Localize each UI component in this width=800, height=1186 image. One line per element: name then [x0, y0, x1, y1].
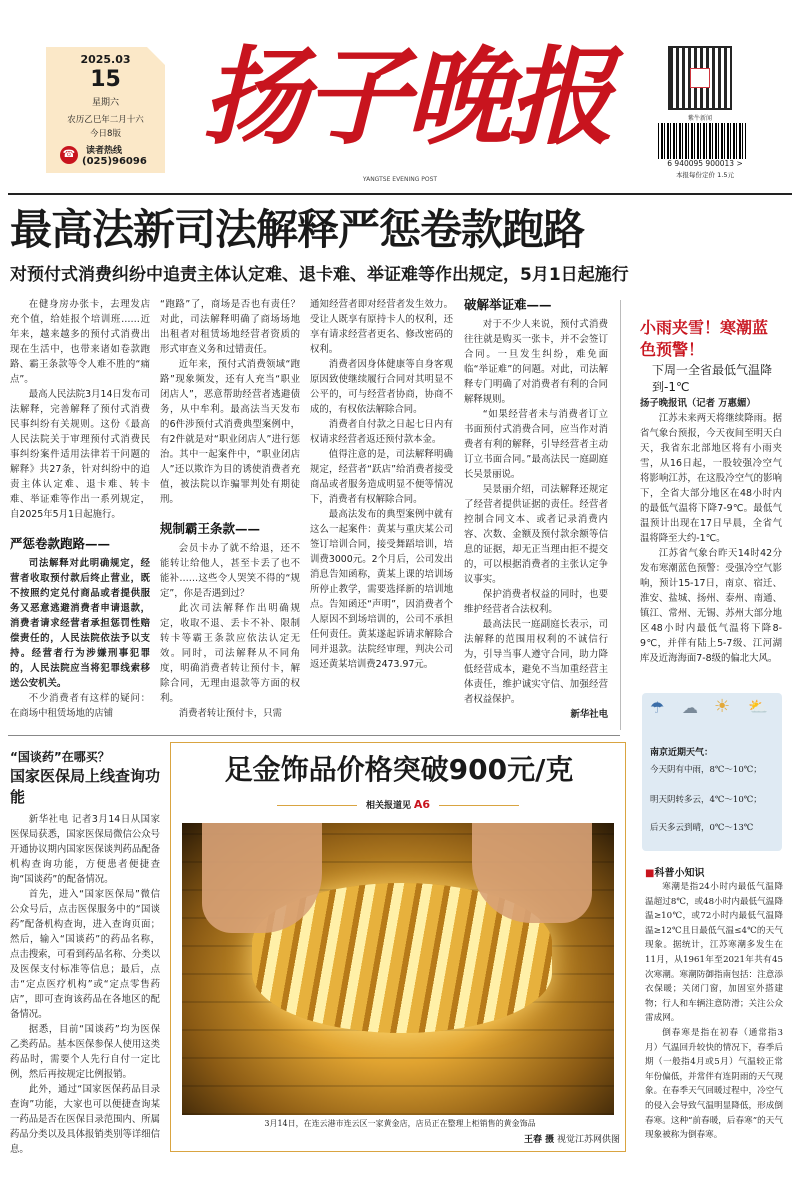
photo-credit — [440, 1132, 620, 1145]
masthead-title: 扬子晚报 — [202, 34, 610, 159]
sun-icon: ☀ — [714, 696, 731, 717]
forecast-title: 南京近期天气： — [650, 748, 714, 758]
masthead-rule — [8, 193, 792, 195]
credit-source: 视觉江苏网供图 — [556, 1135, 620, 1145]
lead-deck: 对预付式消费纠纷中追责主体认定难、退卡难、举证难等作出规定，5月1日起施行 — [10, 265, 629, 285]
price: 本报每份定价 1.5元 — [676, 171, 734, 179]
weather-deck: 下周一全省最低气温降到-1℃ — [652, 363, 773, 394]
date-weekday: 星期六 — [91, 98, 119, 108]
lead-source: 新华社电 — [570, 709, 608, 720]
paragraph: 对于不少人来说，预付式消费往往就是购买一张卡，并不会签订合同。一旦发生纠纷，难免面临“举证难”的问题。对此，司法解释专门明确了对消费者有利的合同解释规则。 — [464, 319, 608, 405]
paragraph: 江苏未来两天将继续降雨。据省气象台预报，今天夜间至明天白天，我省东北部地区将有小雨夹雪，从16日起，一股较强冷空气将影响江苏，在这股冷空气的影响下，全省大部分地区在48小时内的最低气温将下降7-9℃。最低气温预计出现在17日早晨，全省气温将降至大约-1℃。 — [640, 413, 782, 544]
paragraph: “跑路”了，商场是否也有责任？对此，司法解释明确了商场场地出租者对租赁场地经营者资质的形式审查义务和过错责任。 — [160, 299, 300, 355]
paragraph: 据悉，目前“国谈药”均为医保乙类药品。基本医保参保人使用这类药品时，需要个人先行自付一定比例，然后再按规定比例报销。 — [10, 1024, 160, 1080]
section-rule — [8, 735, 620, 736]
bullet-icon: ■ — [645, 868, 655, 879]
date-year-month: 2025.03 — [80, 53, 131, 66]
paragraph: “如果经营者未与消费者订立书面预付式消费合同，应当作对消费者有利的解释，引导经营者主动订立书面合同。”最高法民一庭副庭长吴景丽说。 — [464, 409, 608, 480]
subheading: 严惩卷款跑路—— — [10, 536, 111, 551]
paragraph: 此次司法解释作出明确规定，收取不退、丢卡不补、限制转卡等霸王条款应依法认定无效。同时，司法解释从不同角度，明确消费者转让预付卡，解除合同，无理由退款等方面的权利。 — [160, 603, 300, 704]
paragraph: 首先，进入“国家医保局”微信公众号后，点击医保服务中的“国谈药”配备机构查询，进入查询页面；然后，输入“国谈药”的药品名称，点击搜索，可看到药品名称、分类以及医保支付标准等信息；最后，点击“定点医疗机构”或“定点零售药店”，即可查询该药品在各地区的配备情况。 — [10, 889, 160, 1020]
photo-caption: 3月14日，在连云港市连云区一家黄金店，店员正在整理上柜销售的黄金饰品 — [264, 1119, 536, 1128]
lead-column-4 — [464, 297, 608, 729]
science-title-text: 科普小知识 — [654, 868, 705, 879]
lead-headline: 最高法新司法解释严惩卷款跑路 — [10, 205, 585, 254]
weather-byline: 扬子晚报讯（记者 万惠媚） — [640, 398, 756, 409]
related-page[interactable]: A6 — [413, 798, 431, 811]
side-body — [10, 812, 160, 1177]
lead-column-1 — [10, 297, 150, 729]
paragraph: 通知经营者即对经营者发生效力。受让人既享有原持卡人的权利，还享有请求经营者更名、修改密码的权利。 — [310, 299, 453, 355]
date-box — [46, 47, 165, 173]
credit-photographer: 王春 摄 — [523, 1135, 555, 1145]
paragraph: 江苏省气象台昨天14时42分发布寒潮蓝色预警：受强冷空气影响，预计15-17日，南京、宿迁、淮安、盐城、扬州、泰州、南通、镇江、常州、无锡、苏州大部分地区48小时内最低气温将下降8-9℃，并伴有陆上5-7级、江河湖库及近海海面7-8级的偏北大风。 — [640, 548, 782, 664]
paragraph: 不少消费者有这样的疑问：在商场中租赁场地的店铺 — [10, 693, 150, 719]
science-body — [645, 880, 783, 1176]
masthead-subtitle: YANGTSE EVENING POST — [362, 176, 438, 183]
related-reference — [170, 798, 626, 811]
paragraph: 倒春寒是指在初春（通常指3月）气温回升较快的情况下，春季后期（一般指4月或5月）气温较正常年份偏低，并常伴有连阴雨的天气现象。在春季天气回暖过程中，冷空气的侵入会导致气温明显降低，形成倒春寒。这种“前春暖，后春寒”的天气现象被称为倒春寒。 — [645, 1027, 783, 1141]
gold-headline: 足金饰品价格突破900元/克 — [224, 753, 574, 786]
paragraph: 近年来，预付式消费领域“跑路”现象频发，还有人充当“职业闭店人”，恶意帮助经营者逃避债务，从中牟利。最高法当天发布的6件涉预付式消费典型案例中，有2件就是对“职业闭店人”进行惩治。其中一起案件中，“职业闭店人”还以欺诈为目的诱使消费者充值，被法院以诈骗罪判处有期徒刑。 — [160, 359, 300, 505]
subheading: 规制霸王条款—— — [160, 521, 261, 536]
side-kicker: “国谈药”在哪买？ — [10, 750, 110, 764]
forecast-day-after: 后天多云到晴，0℃～13℃ — [650, 823, 754, 833]
paragraph: 寒潮是指24小时内最低气温降温超过8℃，或48小时内最低气温降温≥10℃，或72小时内最低气温降温≥12℃且日最低气温≤4℃的天气现象。据统计，江苏寒潮多发生在11月，从1961年至2021年共有45次寒潮。寒潮防御指南包括：注意添衣保暖；关闭门窗，加固室外搭建物；行人和车辆注意防滑；关注公众雷成网。 — [645, 882, 783, 1024]
science-title — [645, 864, 704, 879]
forecast-today: 今天阴有中雨，8℃～10℃； — [650, 765, 762, 775]
subheading: 破解举证难—— — [464, 297, 552, 312]
paragraph: 吴景丽介绍，司法解释还规定了经营者提供证据的责任。经营者控制合同文本、或者记录消费内容、次数、金额及预付款余额等信息的证据，却无正当理由拒不提交的，可以根据消费者的主张认定争议事实。 — [464, 484, 608, 585]
forecast-tomorrow: 明天阴转多云，4℃～10℃； — [650, 795, 762, 805]
paragraph: 消费者转让预付卡，只需 — [178, 708, 282, 719]
related-label: 相关报道见 — [365, 801, 411, 811]
paragraph: 保护消费者权益的同时，也要维护经营者合法权利。 — [464, 589, 608, 615]
lead-column-3 — [310, 297, 453, 729]
date-lunar: 农历乙巳年二月十六 — [67, 115, 144, 125]
gold-photo — [182, 823, 614, 1115]
lead-column-2 — [160, 297, 300, 729]
paragraph: 消费者自付款之日起七日内有权请求经营者返还预付款本金。 — [310, 419, 453, 445]
phone-icon: ☎ — [60, 146, 78, 164]
paragraph: 最高法发布的典型案例中就有这么一起案件：黄某与重庆某公司签订培训合同，接受舞蹈培训，培训费3000元。2个月后，公司发出消息告知函称，黄某上课的培训场所停止教学，需要选择新的培训地点。告知函还“声明”，因消费者个人原因不到场培训的，公司不承担任何责任。黄某遂起诉请求解除合同并退款。法院经审理，判决公司返还黄某培训费2473.97元。 — [310, 509, 453, 670]
paragraph: 最高人民法院3月14日发布司法解释，完善解释了预付式消费民事纠纷有关规则。这份《最高人民法院关于审理预付式消费民事纠纷案件适用法律若干问题的解释》共27条，针对纠纷中的追责主体认定难、退卡难、转卡难、举证难等作出一系列规定，自2025年5月1日起施行。 — [10, 389, 150, 520]
barcode — [658, 123, 746, 159]
barcode-number: 6 940095 900013 > — [667, 159, 743, 168]
column-divider — [620, 300, 621, 730]
partly-sunny-icon: ⛅ — [748, 697, 768, 716]
weather-body — [640, 396, 782, 690]
weather-headline: 小雨夹雪！寒潮蓝色预警！ — [640, 318, 769, 359]
side-headline: 国家医保局上线查询功能 — [10, 767, 161, 806]
paragraph: 在健身房办张卡，去理发店充个值，给娃报个培训班……近年来，越来越多的预付式消费出现在生活中，也带来诸如卷款跑路、霸王条款等令人难不胜的“痛点”。 — [10, 299, 150, 385]
paragraph: 会员卡办了就不给退，还不能转让给他人，甚至卡丢了也不能补……这些令人哭笑不得的“规定”，你是否遇到过？ — [160, 543, 300, 599]
paragraph: 新华社电 记者3月14日从国家医保局获悉，国家医保局微信公众号开通协议期内国家医保谈判药品配备机构查询功能，方便患者便捷查询“国谈药”的配备情况。 — [10, 814, 160, 885]
paragraph: 值得注意的是，司法解释明确规定，经营者“跃店”给消费者接受商品或者服务造成明显不便等情况下，消费者有权解除合同。 — [310, 449, 453, 505]
rain-icon: ☂ — [650, 698, 665, 717]
hotline-number: (025)96096 — [82, 156, 147, 167]
qr-caption: 紫牛新闻 — [687, 115, 712, 122]
forecast-box — [642, 693, 782, 851]
date-day: 15 — [90, 67, 121, 92]
paragraph: 最高法民一庭副庭长表示，司法解释的范围用权利的不诚信行为，引导当事人遵守合同，助力降低经营成本，避免不当加重经营主体责任，维护诚实守信、加强经营者权益保护。 — [464, 619, 608, 705]
hotline-label: 读者热线 — [86, 146, 123, 156]
paragraph: 此外，通过“国家医保药品目录查询”功能，大家也可以便捷查询某一药品是否在医保目录范围内、所属药品分类以及具体报销类别等详细信息。 — [10, 1084, 160, 1155]
paragraph: 消费者因身体健康等自身客观原因致使继续履行合同对其明显不公平的，可与经营者协商，协商不成的，有权依法解除合同。 — [310, 359, 453, 415]
paragraph: 司法解释对此明确规定，经营者收取预付款后终止营业，既不按照约定兑付商品或者提供服务又恶意逃避消费者申请退款，消费者请求经营者承担惩罚性赔偿责任的，人民法院依法予以支持。经营者行为涉嫌刑事犯罪的，人民法院应当将犯罪线索移送公安机关。 — [10, 558, 150, 689]
cloud-icon: ☁ — [682, 698, 698, 717]
qr-code — [668, 46, 732, 110]
edition-count: 今日8版 — [90, 129, 121, 139]
